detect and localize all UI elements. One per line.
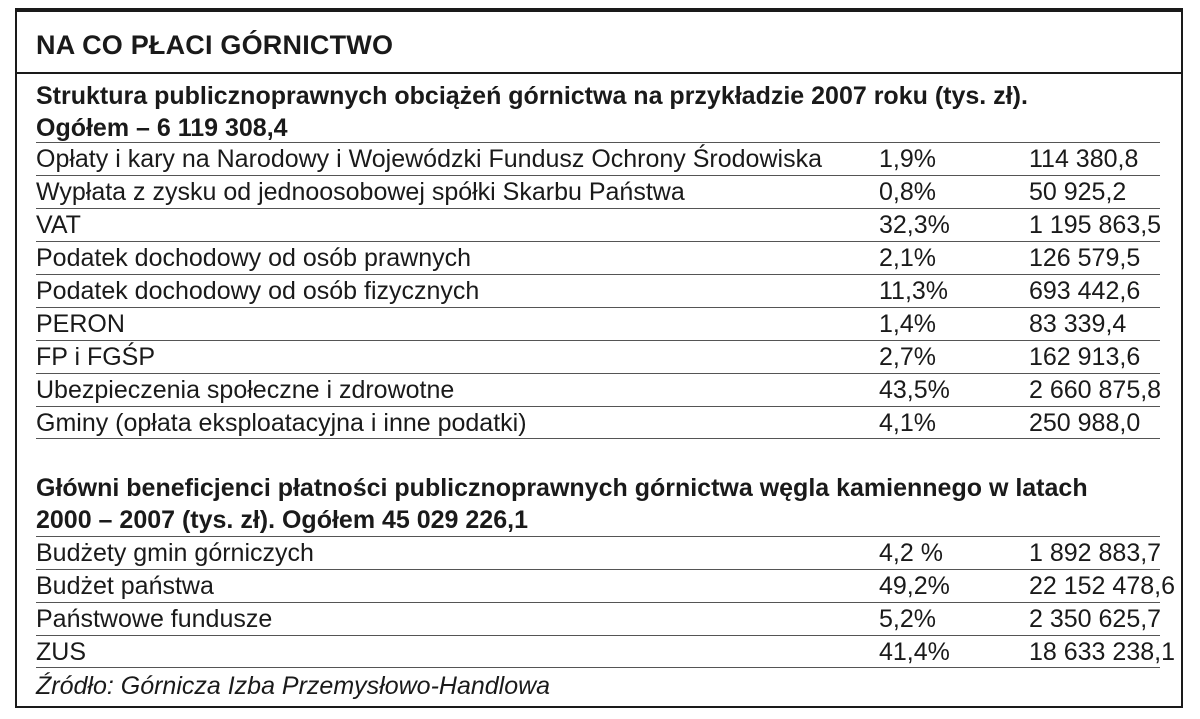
source-note: Źródło: Górnicza Izba Przemysłowo-Handlowa <box>36 672 551 700</box>
row-percent: 4,2 % <box>879 539 943 567</box>
row-value: 1 892 883,7 <box>1029 539 1162 567</box>
row-label: PERON <box>36 310 125 338</box>
section2-heading-line1: Główni beneficjenci płatności publicznoprawnych górnictwa węgla kamiennego w latach <box>36 474 1088 502</box>
table-row <box>36 340 1160 373</box>
section1-heading-total: Ogółem – 6 119 308,4 <box>36 114 288 142</box>
row-label: Gminy (opłata eksploatacyjna i inne podatki) <box>36 409 527 437</box>
table-row <box>36 142 1160 175</box>
table-row <box>36 175 1160 208</box>
row-value: 114 380,8 <box>1029 145 1139 173</box>
row-value: 18 633 238,1 <box>1029 638 1175 666</box>
table-row <box>36 635 1175 668</box>
table-row <box>36 241 1160 274</box>
row-percent: 0,8% <box>879 178 936 206</box>
infobox-frame <box>15 8 1183 708</box>
row-percent: 2,1% <box>879 244 936 272</box>
table-row <box>36 307 1160 340</box>
charges-table <box>36 142 1160 439</box>
section1-heading <box>36 80 1028 144</box>
row-percent: 1,4% <box>879 310 936 338</box>
row-label: Wypłata z zysku od jednoosobowej spółki Skarbu Państwa <box>36 178 685 206</box>
row-value: 50 925,2 <box>1029 178 1127 206</box>
row-percent: 49,2% <box>879 572 950 600</box>
section1-heading-line1: Struktura publicznoprawnych obciążeń górnictwa na przykładzie 2007 roku (tys. zł). <box>36 82 1028 110</box>
row-percent: 11,3% <box>879 277 949 305</box>
row-label: Opłaty i kary na Narodowy i Wojewódzki Fundusz Ochrony Środowiska <box>36 145 822 173</box>
row-value: 22 152 478,6 <box>1029 572 1175 600</box>
row-percent: 41,4% <box>879 638 950 666</box>
row-value: 250 988,0 <box>1029 409 1141 437</box>
row-label: FP i FGŚP <box>36 343 156 371</box>
table-row <box>36 536 1160 569</box>
row-percent: 43,5% <box>879 376 950 404</box>
row-value: 126 579,5 <box>1029 244 1141 272</box>
table-row <box>36 406 1160 439</box>
beneficiaries-table <box>36 536 1175 668</box>
row-value: 1 195 863,5 <box>1029 211 1162 239</box>
row-percent: 1,9% <box>879 145 936 173</box>
row-percent: 5,2% <box>879 605 936 633</box>
row-label: Ubezpieczenia społeczne i zdrowotne <box>36 376 455 404</box>
section2-heading <box>36 472 1088 536</box>
table-row <box>36 602 1160 635</box>
page-title: NA CO PŁACI GÓRNICTWO <box>36 30 394 60</box>
title-divider <box>17 72 1181 74</box>
row-percent: 4,1% <box>879 409 936 437</box>
row-percent: 32,3% <box>879 211 950 239</box>
row-label: Budżet państwa <box>36 572 214 600</box>
row-value: 83 339,4 <box>1029 310 1127 338</box>
row-label: Podatek dochodowy od osób fizycznych <box>36 277 480 305</box>
row-label: VAT <box>36 211 81 239</box>
row-label: ZUS <box>36 638 86 666</box>
row-label: Podatek dochodowy od osób prawnych <box>36 244 472 272</box>
row-label: Budżety gmin górniczych <box>36 539 314 567</box>
table-row <box>36 208 1160 241</box>
row-value: 693 442,6 <box>1029 277 1141 305</box>
row-label: Państwowe fundusze <box>36 605 273 633</box>
row-percent: 2,7% <box>879 343 936 371</box>
table-row <box>36 569 1175 602</box>
row-value: 162 913,6 <box>1029 343 1141 371</box>
table-row <box>36 373 1160 406</box>
section2-heading-total: 2000 – 2007 (tys. zł). Ogółem 45 029 226,1 <box>36 506 528 534</box>
row-value: 2 350 625,7 <box>1029 605 1162 633</box>
row-value: 2 660 875,8 <box>1029 376 1162 404</box>
table-row <box>36 274 1160 307</box>
